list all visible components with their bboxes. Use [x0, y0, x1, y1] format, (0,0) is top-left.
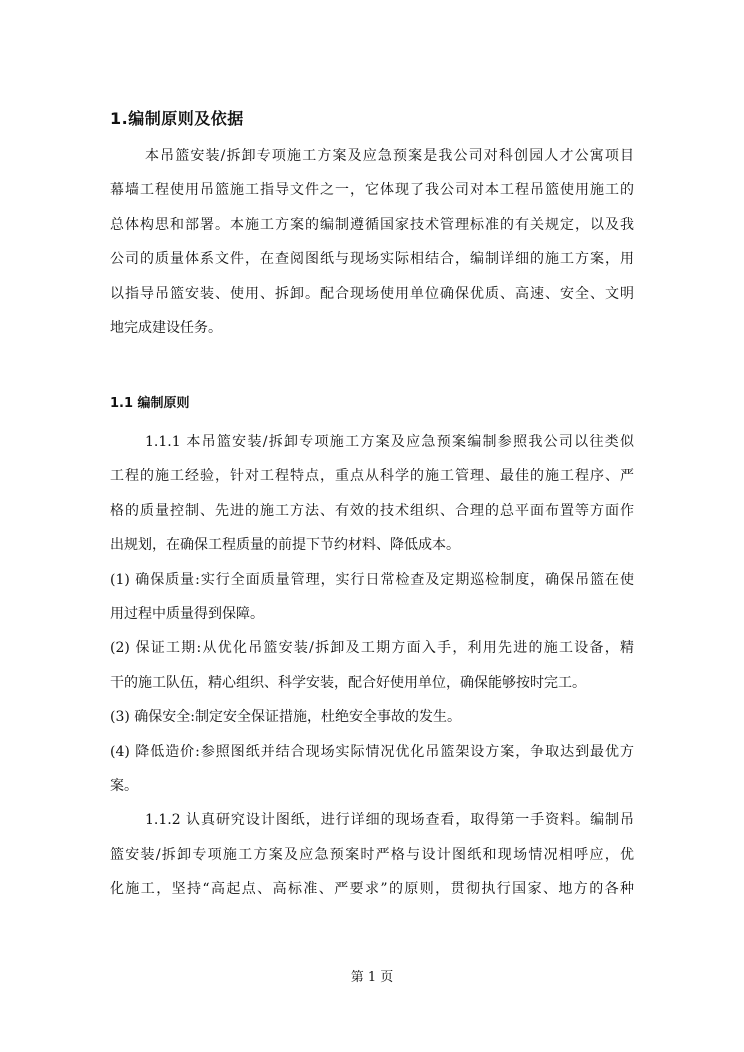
text-line: 以指导吊篮安装、使用、拆卸。配合现场使用单位确保优质、高速、安全、文明	[110, 285, 634, 302]
text-line: 干的施工队伍，精心组织、科学安装，配合好使用单位，确保能够按时完工。	[110, 674, 586, 691]
list-item-safety: (3) 确保安全:制定安全保证措施，杜绝安全事故的发生。	[110, 709, 461, 726]
text-line: 公司的质量体系文件，在查阅图纸与现场实际相结合，编制详细的施工方案，用	[110, 251, 634, 268]
paragraph-principles	[110, 425, 634, 906]
subsection-heading: 1.1 编制原则	[110, 396, 190, 411]
text-line: 1.1.1 本吊篮安装/拆卸专项施工方案及应急预案编制参照我公司以往类似	[145, 434, 634, 450]
page-number: 第 1 页	[350, 970, 394, 985]
text-line: 1.1.2 认真研究设计图纸，进行详细的现场查看，取得第一手资料。编制吊	[145, 812, 634, 829]
text-line: 用过程中质量得到保障。	[110, 605, 264, 622]
text-line: 工程的施工经验，针对工程特点，重点从科学的施工管理、最佳的施工程序、严	[110, 468, 634, 485]
text-line: 总体构思和部署。本施工方案的编制遵循国家技术管理标准的有关规定，以及我	[110, 216, 634, 233]
text-line: 格的质量控制、先进的施工方法、有效的技术组织、合理的总平面布置等方面作	[110, 502, 634, 519]
text-line: 篮安装/拆卸专项施工方案及应急预案时严格与设计图纸和现场情况相呼应，优	[110, 846, 634, 863]
list-item-quality: (1) 确保质量:实行全面质量管理，实行日常检查及定期巡检制度，确保吊篮在使	[110, 571, 634, 588]
paragraph-intro	[110, 139, 634, 345]
text-line: 化施工，坚持“高起点、高标准、严要求”的原则，贯彻执行国家、地方的各种	[110, 881, 634, 898]
text-line: 幕墙工程使用吊篮施工指导文件之一，它体现了我公司对本工程吊篮使用施工的	[110, 182, 634, 199]
text-line: 出规划，在确保工程质量的前提下节约材料、降低成本。	[110, 537, 460, 554]
text-line: 本吊篮安装/拆卸专项施工方案及应急预案是我公司对科创园人才公寓项目	[145, 148, 634, 164]
list-item-schedule: (2) 保证工期:从优化吊篮安装/拆卸及工期方面入手，利用先进的施工设备，精	[110, 640, 634, 657]
section-heading: 1.编制原则及依据	[110, 109, 244, 128]
list-item-cost: (4) 降低造价:参照图纸并结合现场实际情况优化吊篮架设方案，争取达到最优方	[110, 743, 634, 760]
text-line: 案。	[110, 777, 138, 794]
text-line: 地完成建设任务。	[110, 319, 222, 336]
